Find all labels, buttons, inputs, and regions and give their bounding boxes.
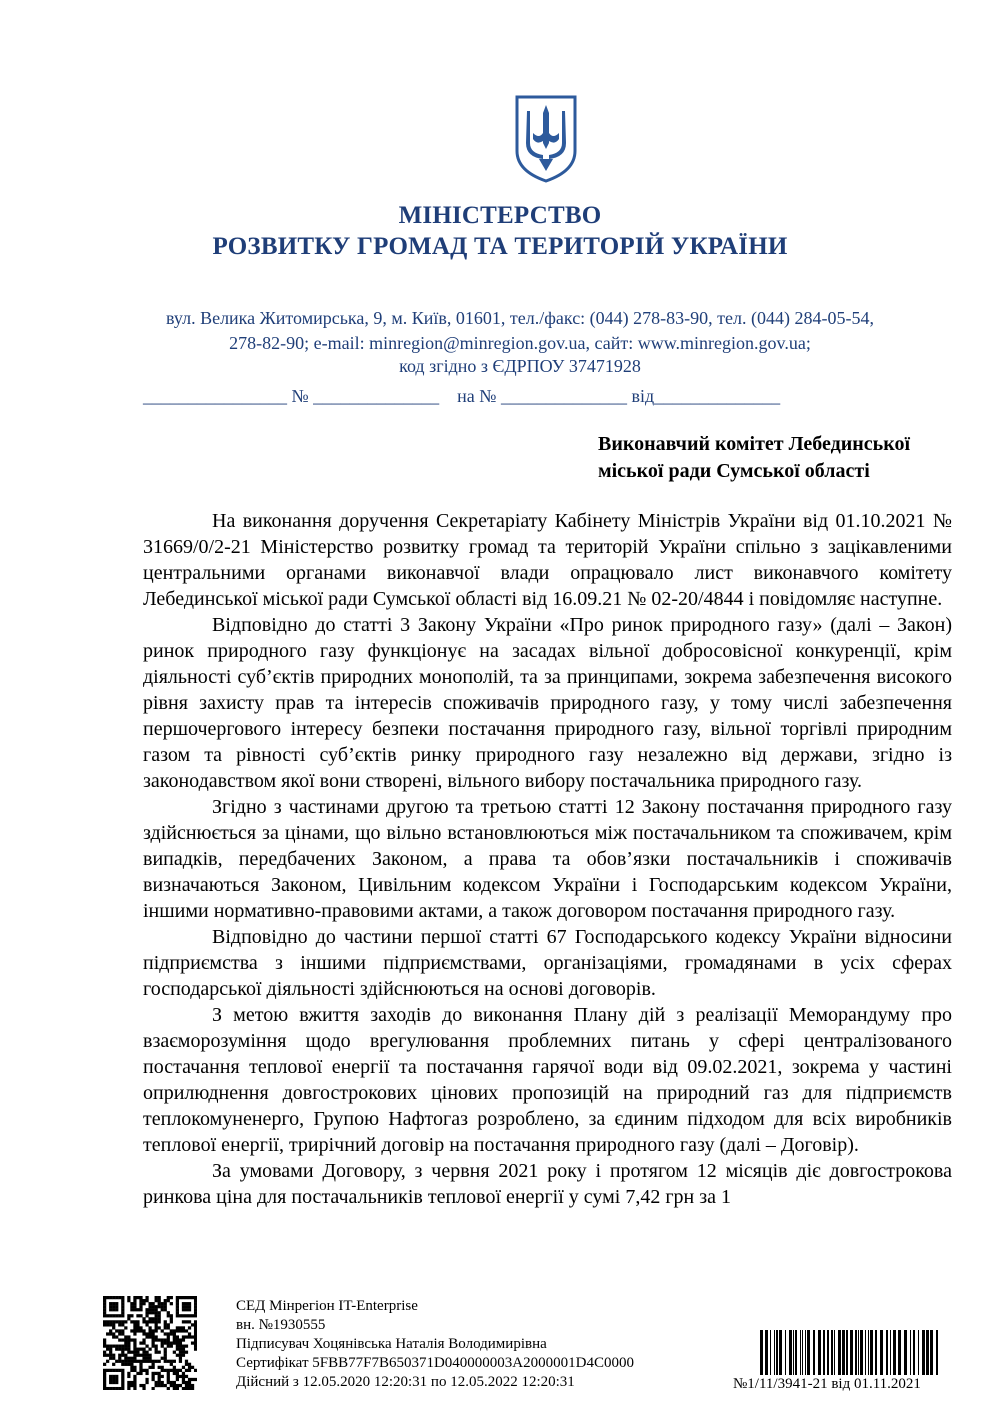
registration-number: №1/11/3941-21 від 01.11.2021 bbox=[733, 1376, 921, 1392]
signature-certificate: Сертифікат 5FBB77F7B650371D040000003A2000001D4C0000 bbox=[236, 1355, 634, 1371]
reference-number-line: ________________ № ______________ на № ______________ від______________ bbox=[143, 386, 781, 406]
address-line1: вул. Велика Житомирська, 9, м. Київ, 01601, тел./факс: (044) 278-83-90, тел. (044) 284-05-54, bbox=[166, 308, 874, 328]
barcode-icon bbox=[760, 1330, 940, 1375]
body-paragraph: За умовами Договору, з червня 2021 року і протягом 12 місяців діє довгострокова ринкова ціна для постачальників теплової енергії у сумі 7,42 грн за 1 bbox=[143, 1160, 952, 1208]
signature-system: СЕД Мінрегіон IT-Enterprise bbox=[236, 1298, 418, 1314]
address-line2: 278-82-90; e-mail: minregion@minregion.gov.ua, сайт: www.minregion.gov.ua; bbox=[229, 333, 811, 353]
signature-internal-number: вн. №1930555 bbox=[236, 1317, 326, 1333]
addressee-line2: міської ради Сумської області bbox=[598, 460, 870, 482]
signature-signer: Підписувач Хоцянівська Наталія Володимирівна bbox=[236, 1336, 547, 1352]
letter-body bbox=[143, 508, 952, 1210]
body-paragraph: Згідно з частинами другою та третьою статті 12 Закону постачання природного газу здійснюється за цінами, що вільно встановлюються між постачальником та споживачем, крім випадків, передбачених Законом, а права та обов’язки постачальників і споживачів визначаються Законом, Цивільним кодексом України і Господарським кодексом України, іншими нормативно-правовими актами, а також договором постачання природного газу. bbox=[143, 796, 952, 922]
body-paragraph: З метою вжиття заходів до виконання Плану дій з реалізації Меморандуму про взаєморозуміння щодо врегулювання проблемних питань у сфері централізованого постачання теплової енергії та постачання гарячої води від 09.02.2021, зокрема у частині оприлюднення довгострокових цінових пропозицій на природний газ для підприємств теплокомуненерго, Групою Нафтогаз розроблено, за єдиним підходом для всіх виробників теплової енергії, трирічний договір на постачання природного газу (далі – Договір). bbox=[143, 1004, 952, 1156]
ministry-title-line2: РОЗВИТКУ ГРОМАД ТА ТЕРИТОРІЙ УКРАЇНИ bbox=[212, 233, 788, 260]
addressee-line1: Виконавчий комітет Лебединської bbox=[598, 433, 911, 455]
body-paragraph: Відповідно до статті 3 Закону України «Про ринок природного газу» (далі – Закон) ринок природного газу функціонує на засадах вільної добросовісної конкуренції, крім діяльності суб’єктів природних монополій, та за принципами, зокрема забезпечення високого рівня захисту прав та інтересів споживачів природного газу, у тому числі забезпечення першочергового інтересу безпеки постачання природного газу, вільної торгівлі природним газом та рівності суб’єктів ринку природного газу незалежно від держави, згідно із законодавством якої вони створені, вільного вибору постачальника природного газу. bbox=[143, 614, 952, 792]
signature-validity: Дійсний з 12.05.2020 12:20:31 по 12.05.2022 12:20:31 bbox=[236, 1374, 575, 1390]
ministry-title-line1: МІНІСТЕРСТВО bbox=[398, 202, 602, 229]
address-line3: код згідно з ЄДРПОУ 37471928 bbox=[399, 356, 641, 376]
qr-code-icon bbox=[103, 1296, 197, 1390]
body-paragraph: На виконання доручення Секретаріату Кабінету Міністрів України від 01.10.2021 № 31669/0/2-21 Міністерство розвитку громад та територій України спільно з зацікавленими центральними органами виконавчої влади опрацювало лист виконавчого комітету Лебединської міської ради Сумської області від 16.09.21 № 02-20/4844 і повідомляє наступне. bbox=[143, 510, 952, 610]
coat-of-arms-icon bbox=[513, 93, 579, 183]
body-paragraph: Відповідно до частини першої статті 67 Господарського кодексу України відносини підприємства з іншими підприємствами, організаціями, громадянами в усіх сферах господарської діяльності здійснюються на основі договорів. bbox=[143, 926, 952, 1000]
